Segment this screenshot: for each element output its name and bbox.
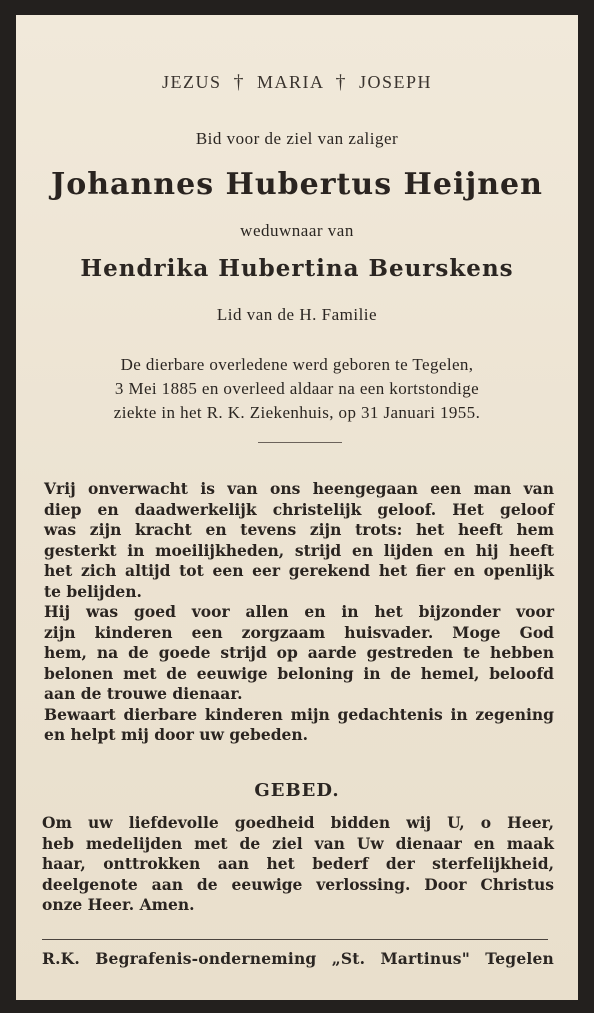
intro-text: Bid voor de ziel van zaliger — [195, 129, 399, 148]
prayer-line: deelgenote aan de eeuwige verlossing. Door Christus — [42, 874, 554, 894]
header-jezus: JEZUS — [161, 72, 222, 92]
deceased-name: Johannes Hubertus Heijnen — [51, 167, 543, 202]
spouse-name: Hendrika Hubertina Beurskens — [80, 255, 514, 282]
prayer-line: onze Heer. Amen. — [42, 895, 195, 914]
footer-rule — [42, 939, 548, 940]
header-joseph: JOSEPH — [359, 72, 433, 92]
prayer-line: heb medelijden met de ziel van Uw dienaar en maak — [42, 833, 554, 853]
eulogy-line: aan de trouwe dienaar. — [44, 684, 243, 703]
prayer-line: haar, onttrokken aan het bederf der sterfelijkheid, — [42, 854, 554, 873]
prayer-title: GEBED. — [254, 780, 340, 801]
card-paper — [16, 15, 578, 1000]
prayer-text — [42, 813, 554, 916]
eulogy-line: diep en daadwerkelijk christelijk geloof. Het geloof — [44, 499, 554, 519]
prayer-line: Om uw liefdevolle goedheid bidden wij U, o Heer, — [42, 813, 554, 832]
birth-line: ziekte in het R. K. Ziekenhuis, op 31 Januari 1955. — [113, 403, 481, 422]
cross-icon: † — [335, 71, 347, 93]
eulogy-line: gesterkt in moeilijkheden, strijd en lijden en hij heeft — [44, 540, 554, 560]
eulogy-line: te belijden. — [44, 581, 142, 601]
eulogy-text — [44, 479, 554, 746]
eulogy-line: belonen met de eeuwige beloning in de hemel, beloofd — [44, 663, 554, 683]
eulogy-line: was zijn kracht en tevens zijn trots: het heeft hem — [44, 520, 554, 539]
separator-line — [258, 442, 342, 443]
eulogy-line: Bewaart dierbare kinderen mijn gedachtenis in zegening — [44, 704, 554, 724]
membership-text: Lid van de H. Familie — [216, 305, 378, 324]
birth-line: 3 Mei 1885 en overleed aldaar na een kortstondige — [114, 379, 480, 398]
eulogy-line: het zich altijd tot een eer gerekend het fier en openlijk — [44, 561, 554, 580]
eulogy-line: en helpt mij door uw gebeden. — [44, 725, 309, 744]
eulogy-line: Hij was goed voor allen en in het bijzonder voor — [44, 602, 554, 621]
header-maria: MARIA — [256, 72, 324, 92]
widower-text: weduwnaar van — [240, 221, 354, 240]
birth-death-info — [46, 353, 548, 425]
cross-icon: † — [233, 71, 245, 93]
eulogy-line: Vrij onverwacht is van ons heengegaan een man van — [44, 479, 554, 498]
funeral-home-footer: R.K. Begrafenis-onderneming „St. Martinus" Tegelen — [42, 949, 554, 968]
birth-line: De dierbare overledene werd geboren te Tegelen, — [120, 355, 474, 374]
holy-family-header — [16, 71, 578, 94]
eulogy-line: hem, na de goede strijd op aarde gestreden te hebben — [44, 643, 554, 662]
eulogy-line: zijn kinderen een zorgzaam huisvader. Moge God — [44, 622, 554, 642]
